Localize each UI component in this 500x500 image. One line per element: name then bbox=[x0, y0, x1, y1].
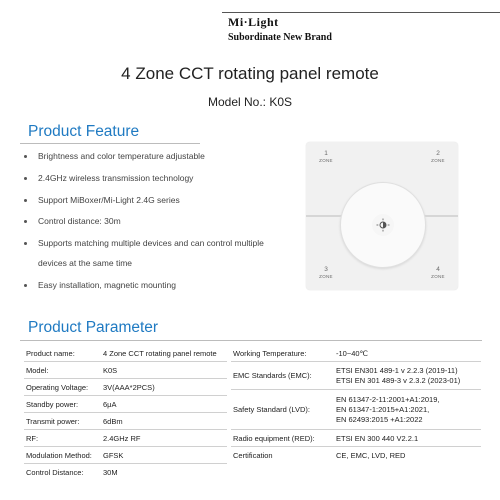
panel-slot-right bbox=[422, 215, 458, 217]
brand-divider bbox=[222, 12, 500, 13]
parameter-heading: Product Parameter bbox=[28, 319, 159, 336]
model-number: Model No.: K0S bbox=[207, 95, 293, 109]
remote-panel-image bbox=[306, 142, 458, 290]
bullet-icon bbox=[24, 220, 27, 223]
brand-name: Mi·Light bbox=[228, 15, 279, 29]
zone-2-label: 2 ZONE bbox=[431, 150, 445, 163]
bullet-icon bbox=[24, 242, 27, 245]
page-title: 4 Zone CCT rotating panel remote bbox=[121, 64, 379, 83]
brand-subtitle: Subordinate New Brand bbox=[228, 32, 332, 43]
bullet-icon bbox=[24, 199, 27, 202]
bullet-icon bbox=[24, 177, 27, 180]
zone-4-label: 4 ZONE bbox=[431, 266, 445, 279]
parameter-divider bbox=[20, 340, 482, 341]
rotary-knob bbox=[340, 182, 426, 268]
zone-3-label: 3 ZONE bbox=[319, 266, 333, 279]
zone-1-label: 1 ZONE bbox=[319, 150, 333, 163]
bullet-icon bbox=[24, 284, 27, 287]
feature-divider bbox=[20, 143, 200, 144]
feature-heading: Product Feature bbox=[28, 123, 140, 140]
panel-slot-left bbox=[306, 215, 342, 217]
brightness-icon bbox=[372, 214, 394, 236]
bullet-icon bbox=[24, 155, 27, 158]
